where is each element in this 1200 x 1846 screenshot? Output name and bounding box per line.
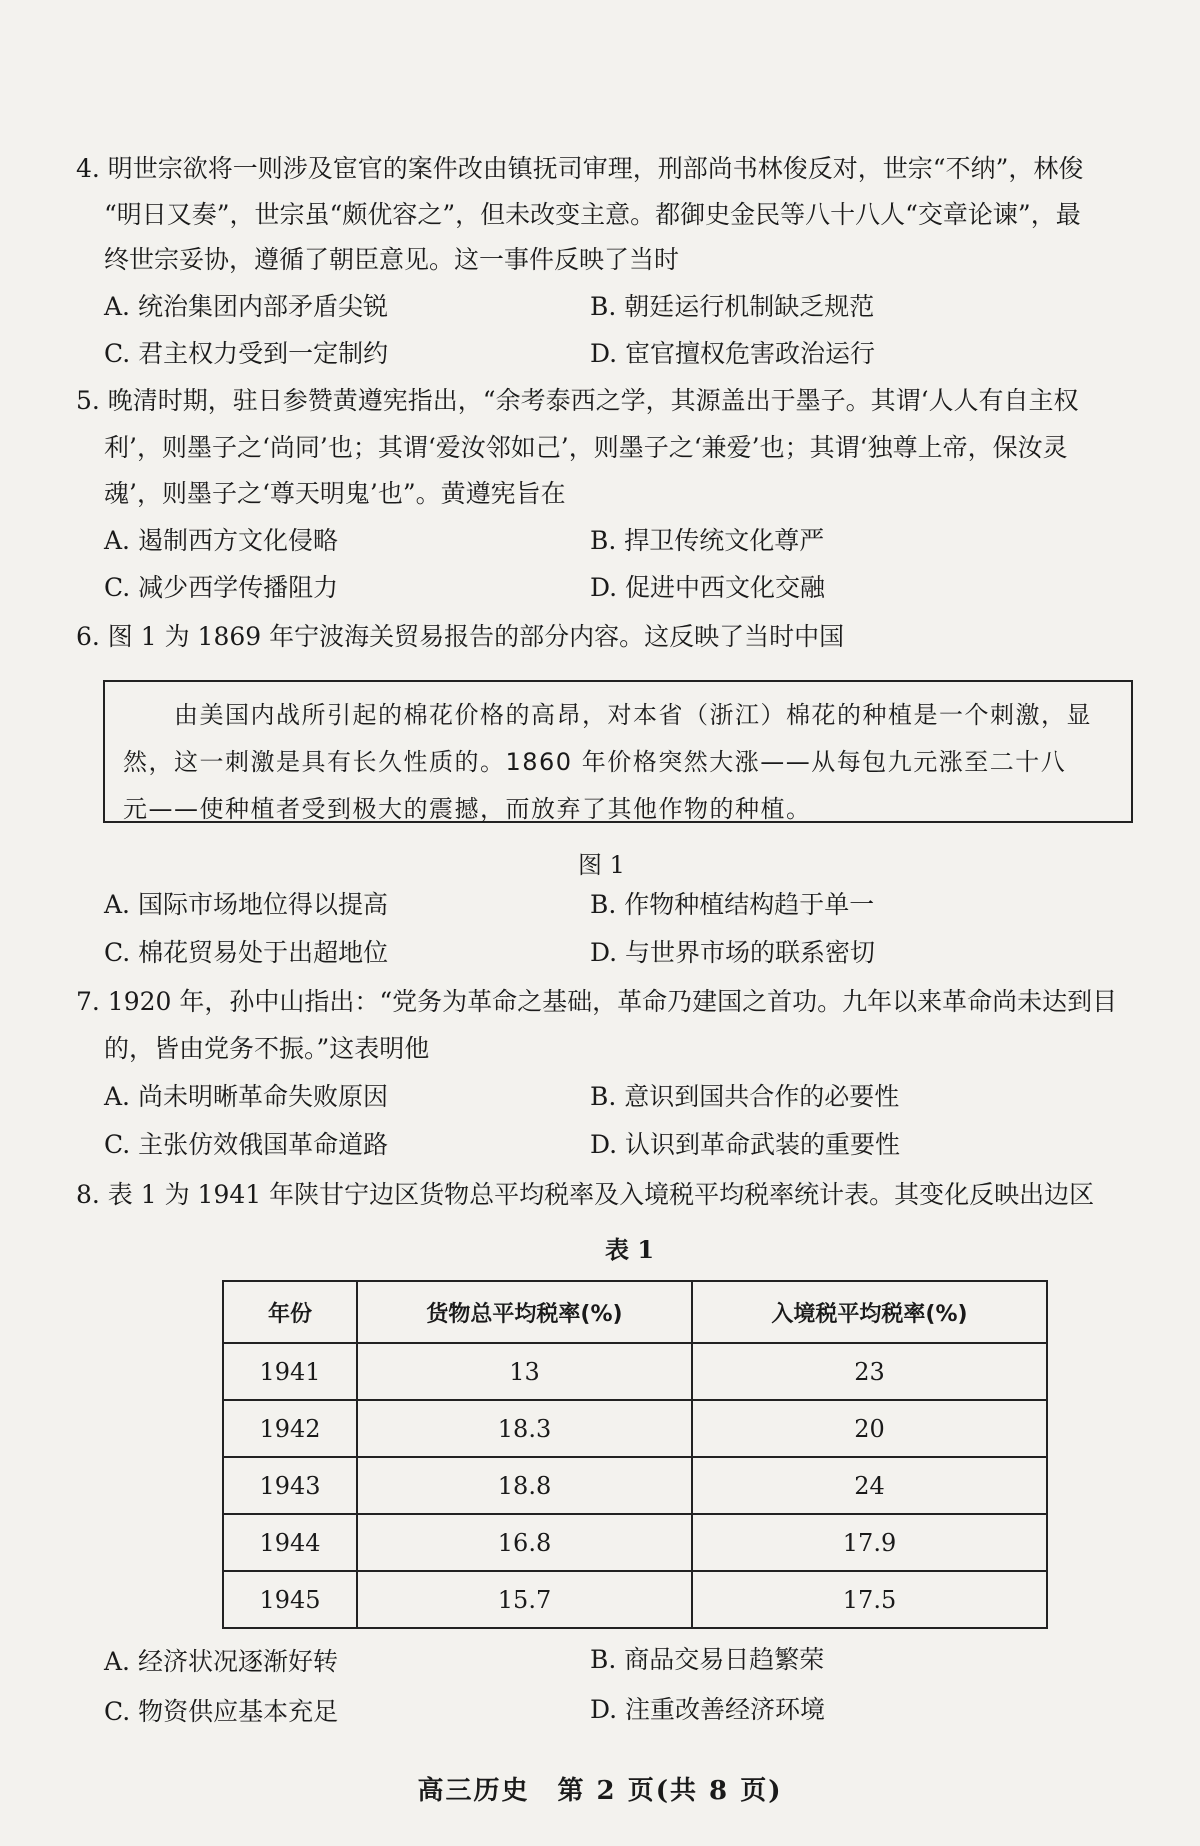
q4-line-1: 4. 明世宗欲将一则涉及宦官的案件改由镇抚司审理，刑部尚书林俊反对，世宗“不纳”，林俊 — [76, 154, 1084, 183]
table-row — [223, 1343, 1047, 1400]
table-row — [223, 1571, 1047, 1628]
q8-option-b: B. 商品交易日趋繁荣 — [590, 1645, 825, 1674]
q5-option-a: A. 遏制西方文化侵略 — [104, 526, 338, 555]
table-row — [223, 1514, 1047, 1571]
cell-year: 1944 — [223, 1514, 357, 1571]
q7-option-a: A. 尚未明晰革命失败原因 — [104, 1082, 388, 1111]
cell-year: 1943 — [223, 1457, 357, 1514]
table-caption: 表 1 — [605, 1235, 655, 1264]
table-row — [223, 1400, 1047, 1457]
header-year: 年份 — [223, 1281, 357, 1343]
q8-option-d: D. 注重改善经济环境 — [590, 1695, 826, 1724]
q6-line-1: 6. 图 1 为 1869 年宁波海关贸易报告的部分内容。这反映了当时中国 — [76, 622, 845, 651]
q4-option-a: A. 统治集团内部矛盾尖锐 — [104, 292, 388, 321]
q4-option-b: B. 朝廷运行机制缺乏规范 — [590, 292, 875, 321]
q6-option-b: B. 作物种植结构趋于单一 — [590, 890, 875, 919]
q8-line-1: 8. 表 1 为 1941 年陕甘宁边区货物总平均税率及入境税平均税率统计表。其变化反映出边区 — [76, 1180, 1095, 1209]
cell-total-rate: 18.8 — [357, 1457, 692, 1514]
q7-option-b: B. 意识到国共合作的必要性 — [590, 1082, 900, 1111]
q5-line-2: 利’，则墨子之‘尚同’也；其谓‘爱汝邻如己’，则墨子之‘兼爱’也；其谓‘独尊上帝，保汝灵 — [104, 433, 1068, 462]
q5-option-d: D. 促进中西文化交融 — [590, 573, 826, 602]
q6-option-d: D. 与世界市场的联系密切 — [590, 938, 876, 967]
cell-import-rate: 24 — [692, 1457, 1047, 1514]
page-footer: 高三历史 第 2 页(共 8 页) — [417, 1776, 783, 1806]
quote-box — [103, 680, 1133, 823]
q4-line-2: “明日又奏”，世宗虽“颇优容之”，但未改变主意。都御史金民等八十八人“交章论谏”，最 — [104, 200, 1081, 229]
cell-total-rate: 16.8 — [357, 1514, 692, 1571]
cell-total-rate: 13 — [357, 1343, 692, 1400]
q4-line-3: 终世宗妥协，遵循了朝臣意见。这一事件反映了当时 — [104, 245, 680, 274]
q5-option-c: C. 减少西学传播阻力 — [104, 573, 339, 602]
table-row — [223, 1457, 1047, 1514]
cell-total-rate: 15.7 — [357, 1571, 692, 1628]
q7-option-c: C. 主张仿效俄国革命道路 — [104, 1130, 389, 1159]
quote-line-2: 然，这一刺激是具有长久性质的。1860 年价格突然大涨——从每包九元涨至二十八 — [123, 748, 1067, 776]
cell-year: 1941 — [223, 1343, 357, 1400]
quote-line-3: 元——使种植者受到极大的震撼，而放弃了其他作物的种植。 — [123, 795, 812, 823]
cell-import-rate: 17.5 — [692, 1571, 1047, 1628]
tax-rate-table — [222, 1280, 1048, 1629]
q7-line-2: 的，皆由党务不振。”这表明他 — [104, 1034, 430, 1063]
q5-line-1: 5. 晚清时期，驻日参赞黄遵宪指出，“余考泰西之学，其源盖出于墨子。其谓‘人人有自主权 — [76, 386, 1079, 415]
cell-year: 1945 — [223, 1571, 357, 1628]
table-header-row — [223, 1281, 1047, 1343]
q6-option-a: A. 国际市场地位得以提高 — [104, 890, 388, 919]
cell-import-rate: 23 — [692, 1343, 1047, 1400]
header-import-rate: 入境税平均税率(%) — [692, 1281, 1047, 1343]
q5-option-b: B. 捍卫传统文化尊严 — [590, 526, 825, 555]
cell-year: 1942 — [223, 1400, 357, 1457]
cell-import-rate: 20 — [692, 1400, 1047, 1457]
q5-line-3: 魂’，则墨子之‘尊天明鬼’也”。黄遵宪旨在 — [104, 479, 566, 508]
q4-option-c: C. 君主权力受到一定制约 — [104, 339, 389, 368]
q7-line-1: 7. 1920 年，孙中山指出：“党务为革命之基础，革命乃建国之首功。九年以来革命尚未达到目 — [76, 987, 1118, 1016]
q8-option-c: C. 物资供应基本充足 — [104, 1697, 339, 1726]
q4-option-d: D. 宦官擅权危害政治运行 — [590, 339, 876, 368]
cell-import-rate: 17.9 — [692, 1514, 1047, 1571]
q6-option-c: C. 棉花贸易处于出超地位 — [104, 938, 389, 967]
cell-total-rate: 18.3 — [357, 1400, 692, 1457]
header-total-rate: 货物总平均税率(%) — [357, 1281, 692, 1343]
q7-option-d: D. 认识到革命武装的重要性 — [590, 1130, 901, 1159]
q8-option-a: A. 经济状况逐渐好转 — [104, 1647, 338, 1676]
figure-caption: 图 1 — [578, 851, 625, 879]
quote-line-1: 由美国内战所引起的棉花价格的高昂，对本省（浙江）棉花的种植是一个刺激，显 — [123, 701, 1092, 729]
